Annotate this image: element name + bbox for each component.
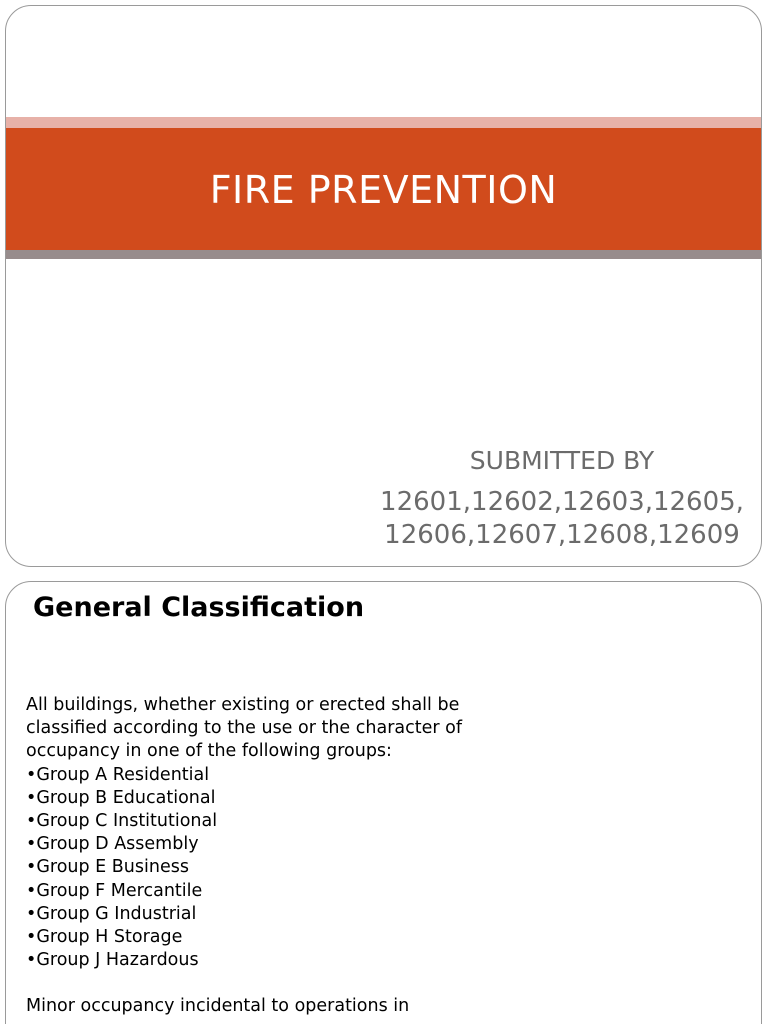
list-item-label: Group J Hazardous xyxy=(36,950,199,971)
list-item xyxy=(26,903,546,926)
content-slide xyxy=(5,581,762,1024)
list-item-label: Group A Residential xyxy=(36,764,210,785)
roll-numbers: 12601,12602,12603,12605,12606,12607,12608,12609 xyxy=(380,487,744,550)
slide-body xyxy=(26,694,546,1019)
bullet-icon: • xyxy=(26,834,37,855)
bullet-icon: • xyxy=(26,950,37,971)
bullet-icon: • xyxy=(26,764,37,785)
group-list xyxy=(26,764,546,973)
slide-title: FIRE PREVENTION xyxy=(209,168,558,212)
list-item-label: Group C Institutional xyxy=(36,811,218,832)
list-item-label: Group G Industrial xyxy=(36,903,197,924)
bullet-icon: • xyxy=(26,811,37,832)
list-item xyxy=(26,880,546,903)
list-item xyxy=(26,833,546,856)
list-item xyxy=(26,810,546,833)
bullet-icon: • xyxy=(26,880,37,901)
bullet-icon: • xyxy=(26,857,37,878)
list-item xyxy=(26,764,546,787)
list-item xyxy=(26,856,546,879)
bullet-icon: • xyxy=(26,787,37,808)
submitted-by-label: SUBMITTED BY xyxy=(469,446,655,475)
accent-band-top xyxy=(6,117,761,128)
list-item-label: Group D Assembly xyxy=(36,834,199,855)
bullet-icon: • xyxy=(26,927,37,948)
closing-paragraph: Minor occupancy incidental to operations in xyxy=(26,996,410,1017)
intro-line: classified according to the use or the character of xyxy=(26,718,462,739)
intro-line: All buildings, whether existing or erected shall be xyxy=(26,695,460,715)
list-item xyxy=(26,926,546,949)
intro-line: occupancy in one of the following groups: xyxy=(26,741,392,762)
title-slide xyxy=(5,5,762,567)
list-item-label: Group E Business xyxy=(36,857,189,878)
bullet-icon: • xyxy=(26,903,37,924)
slide-heading: General Classification xyxy=(33,592,365,623)
title-band xyxy=(6,128,761,250)
accent-band-bottom xyxy=(6,250,761,259)
list-item xyxy=(26,787,546,810)
list-item-label: Group H Storage xyxy=(36,927,183,948)
list-item-label: Group F Mercantile xyxy=(36,880,203,901)
list-item xyxy=(26,949,546,972)
list-item-label: Group B Educational xyxy=(36,787,216,808)
